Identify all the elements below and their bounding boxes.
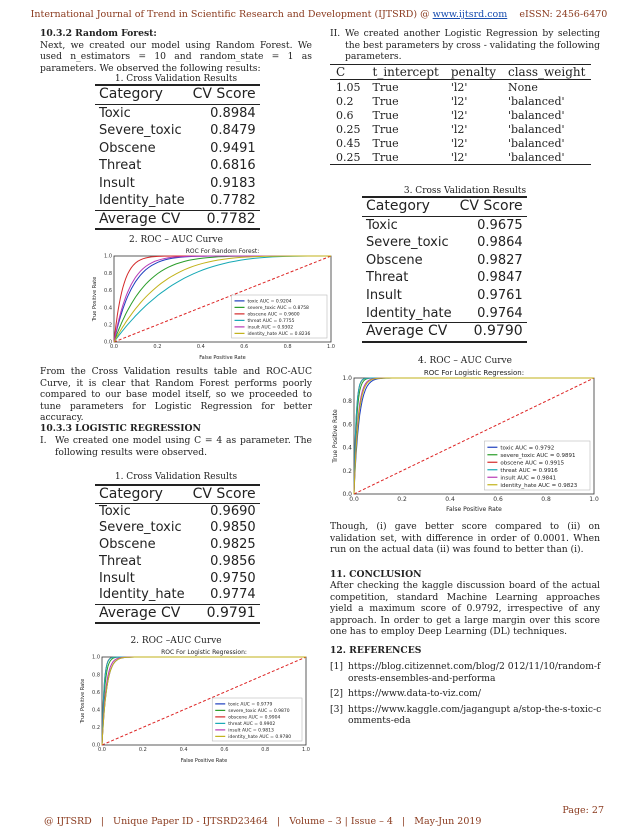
x-tick-label: 0.4 — [179, 747, 188, 753]
table-average-row — [95, 210, 260, 229]
score-cell: CV Score — [189, 85, 260, 104]
y-tick-label: 0.0 — [342, 491, 352, 498]
table-row — [95, 554, 260, 571]
x-axis-label: False Positive Rate — [180, 758, 228, 763]
legend-label: threat AUC = 0.9902 — [228, 722, 276, 728]
reference-link[interactable]: https://www.data-to-viz.com/ — [348, 688, 481, 700]
table-row — [95, 587, 260, 604]
param-cell: True — [372, 108, 399, 122]
y-tick-label: 0.8 — [104, 270, 112, 277]
param-cell: True — [372, 136, 399, 150]
legend-label: severe_toxic AUC = 0.9891 — [500, 452, 576, 459]
param-cell: 'l2' — [450, 80, 468, 94]
y-tick-label: 1.0 — [104, 253, 112, 260]
param-cell: 'balanced' — [507, 122, 565, 136]
score-cell: 0.7782 — [210, 193, 256, 208]
x-tick-label: 0.6 — [220, 747, 229, 753]
category-cell: Average CV — [95, 210, 189, 229]
params-row — [330, 108, 591, 122]
table-header-row — [362, 197, 527, 216]
header-issn: eISSN: 2456-6470 — [519, 9, 608, 20]
param-cell: True — [367, 150, 445, 165]
category-cell: Toxic — [366, 217, 398, 233]
legend-label: identity_hate AUC = 0.9823 — [500, 482, 578, 489]
rf-paragraph: Next, we created our model using Random Forest. We used n_estimators = 10 and random_state = 1 as parameters. We observed the following results: — [40, 39, 312, 74]
param-cell: 0.2 — [336, 94, 354, 108]
y-tick-label: 1.0 — [342, 375, 352, 382]
category-cell: Category — [362, 197, 456, 216]
score-cell: 0.9750 — [210, 570, 256, 586]
param-cell: 'l2' — [445, 150, 502, 165]
category-cell: Threat — [366, 270, 409, 286]
table-header-row — [95, 485, 260, 503]
x-tick-label: 0.4 — [445, 496, 455, 503]
legend-label: obscene AUC = 0.9904 — [228, 715, 281, 721]
params-header-row — [330, 65, 591, 80]
score-cell: 0.8984 — [210, 105, 256, 121]
reference-number: [1] — [330, 661, 344, 672]
lr-item-2-text: We created another Logistic Regression by selecting the best parameters by cross - validating the following parameters. — [345, 28, 600, 63]
params-row — [330, 136, 591, 150]
category-cell: Average CV — [95, 604, 189, 622]
chart-title: ROC For Random Forest: — [185, 248, 260, 255]
legend-label: obscene AUC = 0.9600 — [247, 312, 300, 318]
table-row — [362, 234, 527, 252]
param-cell: 'l2' — [450, 108, 468, 122]
y-tick-label: 0.2 — [342, 467, 352, 475]
param-cell: 1.05 — [336, 80, 361, 94]
x-axis-label: False Positive Rate — [446, 506, 502, 512]
lr1-cv-caption: 1. Cross Validation Results — [114, 472, 238, 482]
x-tick-label: 0.6 — [240, 344, 249, 350]
y-tick-label: 0.0 — [104, 339, 112, 346]
param-cell: penalty — [445, 65, 502, 80]
category-cell: Toxic — [99, 105, 131, 121]
category-cell: Threat — [99, 158, 142, 173]
score-cell: 0.8479 — [210, 123, 256, 138]
param-cell: 'l2' — [450, 136, 468, 150]
param-cell: 0.25 — [330, 150, 367, 165]
table-average-row — [95, 604, 260, 622]
reference-number: [2] — [330, 688, 344, 700]
references-list — [330, 657, 602, 727]
rf-heading: 10.3.2 Random Forest: — [40, 28, 157, 39]
lr2-roc-chart — [332, 366, 600, 512]
param-cell: 'balanced' — [507, 136, 565, 150]
legend-label: identity_hate AUC = 0.8236 — [247, 332, 311, 338]
category-cell: Severe_toxic — [99, 123, 182, 138]
param-cell: 'l2' — [450, 122, 468, 136]
lr-item-1 — [40, 435, 312, 458]
params-row — [330, 80, 591, 95]
lr-item-2-num: II. — [330, 28, 341, 39]
table-row — [95, 571, 260, 588]
reference-item — [330, 661, 602, 684]
x-tick-label: 0.0 — [98, 747, 106, 753]
param-cell: 0.25 — [336, 122, 361, 136]
score-cell: 0.9761 — [477, 287, 523, 303]
y-tick-label: 0.4 — [104, 305, 112, 312]
y-tick-label: 0.2 — [104, 322, 112, 329]
y-tick-label: 0.2 — [92, 725, 100, 732]
table-row — [95, 520, 260, 537]
param-cell: True — [372, 94, 399, 108]
reference-link[interactable]: https://www.kaggle.com/jagangupt a/stop-the-s-toxic-comments-eda — [348, 703, 602, 727]
category-cell: Identity_hate — [99, 587, 185, 603]
y-tick-label: 0.8 — [342, 398, 352, 406]
category-cell: Obscene — [99, 140, 156, 156]
category-cell: Insult — [366, 287, 402, 303]
param-cell: 'balanced' — [507, 94, 565, 108]
table-row — [95, 503, 260, 520]
category-cell: Identity_hate — [366, 305, 452, 321]
lr2-cv-table — [362, 196, 527, 343]
reference-number: [3] — [330, 703, 344, 715]
page-number: Page: 27 — [562, 805, 604, 816]
category-cell: Obscene — [99, 537, 156, 553]
table-row — [95, 140, 260, 158]
rf-conclusion: From the Cross Validation results table and ROC-AUC Curve, it is clear that Random Forest performs poorly compared to our base model itself, so we proceeded to tune parameters for Logistic Regression for better accuracy. — [40, 366, 312, 424]
header-text: International Journal of Trend in Scientific Research and Development (IJTSRD) @ — [30, 9, 433, 20]
table-row — [95, 537, 260, 554]
chart-title: ROC For Logistic Regression: — [423, 369, 525, 377]
param-cell: 0.6 — [336, 108, 354, 122]
y-tick-label: 0.4 — [342, 444, 352, 452]
score-cell: CV Score — [456, 197, 527, 216]
category-cell: Toxic — [99, 503, 131, 519]
x-tick-label: 0.2 — [397, 496, 407, 503]
x-tick-label: 1.0 — [327, 344, 335, 350]
x-tick-label: 0.0 — [349, 496, 359, 503]
legend-label: insult AUC = 0.9302 — [247, 325, 294, 331]
params-row — [330, 150, 591, 165]
x-tick-label: 0.2 — [153, 344, 162, 350]
legend-label: toxic AUC = 0.9792 — [500, 445, 555, 452]
legend-label: insult AUC = 0.9813 — [228, 728, 274, 734]
y-axis-label: True Positive Rate — [332, 409, 339, 463]
table-row — [95, 157, 260, 175]
score-cell: 0.9827 — [477, 252, 523, 268]
x-tick-label: 1.0 — [589, 496, 599, 503]
category-cell: Insult — [99, 175, 135, 191]
score-cell: 0.9675 — [477, 217, 523, 233]
x-tick-label: 0.8 — [283, 344, 292, 350]
category-cell: Category — [95, 85, 189, 104]
table-row — [95, 192, 260, 210]
param-cell: True — [372, 80, 399, 94]
score-cell: 0.9847 — [477, 270, 523, 286]
y-tick-label: 1.0 — [92, 654, 100, 661]
score-cell: 0.9825 — [210, 537, 256, 553]
category-cell: Threat — [99, 553, 142, 569]
x-tick-label: 0.4 — [196, 344, 205, 350]
lr-item-1-num: I. — [40, 435, 47, 446]
table-row — [362, 252, 527, 270]
lr1-cv-table — [95, 484, 260, 624]
x-axis-label: False Positive Rate — [199, 355, 246, 360]
legend-label: threat AUC = 0.7755 — [247, 319, 295, 325]
legend-label: severe_toxic AUC = 0.9870 — [228, 709, 290, 715]
table-row — [362, 269, 527, 287]
lr-heading: 10.3.3 LOGISTIC REGRESSION — [40, 423, 201, 434]
param-cell: t_intercept — [367, 65, 445, 80]
score-cell: 0.9790 — [456, 323, 527, 342]
footer-text: @ IJTSRD | Unique Paper ID - IJTSRD23464 | Volume – 3 | Issue – 4 | May-Jun 2019 — [44, 816, 482, 827]
rf-cv-caption: 1. Cross Validation Results — [114, 74, 238, 85]
param-cell: None — [507, 80, 538, 94]
legend-label: toxic AUC = 0.9204 — [247, 299, 292, 305]
y-axis-label: True Positive Rate — [92, 276, 98, 322]
references-heading: 12. REFERENCES — [330, 645, 422, 656]
score-cell: 0.9856 — [210, 553, 256, 569]
param-cell: C — [330, 65, 367, 80]
params-row — [330, 94, 591, 108]
x-tick-label: 0.0 — [110, 344, 118, 350]
legend-label: obscene AUC = 0.9915 — [500, 460, 565, 467]
running-footer — [38, 805, 604, 838]
table-row — [362, 216, 527, 234]
category-cell: Average CV — [362, 323, 456, 342]
param-cell: 'balanced' — [502, 150, 591, 165]
reference-item — [330, 704, 602, 727]
param-cell: 'balanced' — [507, 108, 565, 122]
rf-roc-caption: 2. ROC – AUC Curve — [129, 235, 223, 245]
conclusion-heading: 11. CONCLUSION — [330, 569, 422, 580]
params-row — [330, 122, 591, 136]
legend-label: insult AUC = 0.9841 — [500, 475, 557, 482]
legend-label: severe_toxic AUC = 0.8758 — [247, 306, 309, 312]
score-cell: 0.7782 — [189, 210, 260, 229]
category-cell: Obscene — [366, 252, 423, 268]
chart-title: ROC For Logistic Regression: — [161, 649, 247, 656]
table-header-row — [95, 85, 260, 104]
params-table — [330, 64, 591, 165]
score-cell: 0.9864 — [477, 235, 523, 251]
table-row — [362, 305, 527, 323]
y-tick-label: 0.4 — [92, 707, 100, 714]
param-cell: class_weight — [502, 65, 591, 80]
category-cell: Severe_toxic — [99, 520, 182, 536]
x-tick-label: 1.0 — [302, 747, 310, 753]
rf-roc-chart — [92, 244, 337, 360]
x-tick-label: 0.2 — [138, 747, 147, 753]
score-cell: CV Score — [189, 485, 260, 503]
param-cell: True — [372, 122, 399, 136]
y-tick-label: 0.0 — [92, 742, 100, 749]
legend-label: toxic AUC = 0.9779 — [228, 702, 273, 708]
reference-item — [330, 688, 602, 700]
table-row — [95, 104, 260, 122]
category-cell: Category — [95, 485, 189, 503]
x-tick-label: 0.6 — [493, 496, 503, 503]
running-header — [0, 9, 638, 20]
lr-item-1-text: We created one model using C = 4 as parameter. The following results were observed. — [55, 435, 312, 458]
lr2-cv-caption: 3. Cross Validation Results — [403, 186, 527, 196]
score-cell: 0.9491 — [210, 140, 256, 156]
y-tick-label: 0.6 — [92, 689, 100, 696]
x-tick-label: 0.8 — [541, 496, 551, 503]
legend-label: identity_hate AUC = 0.9780 — [228, 735, 292, 741]
score-cell: 0.9791 — [189, 604, 260, 622]
lr1-roc-caption: 2. ROC –AUC Curve — [130, 636, 222, 646]
y-tick-label: 0.6 — [104, 288, 112, 295]
table-average-row — [362, 323, 527, 342]
score-cell: 0.9774 — [210, 587, 256, 603]
y-tick-label: 0.6 — [342, 421, 352, 429]
param-cell: 'l2' — [450, 94, 468, 108]
table-row — [95, 175, 260, 193]
score-cell: 0.9690 — [210, 503, 256, 519]
category-cell: Severe_toxic — [366, 235, 449, 251]
score-cell: 0.6816 — [210, 158, 256, 173]
lr1-roc-chart — [80, 645, 312, 763]
table-row — [95, 122, 260, 140]
compare-paragraph: Though, (i) gave better score compared to (ii) on validation set, with difference in order of 0.0001. When run on the actual data (ii) was found to better than (i). — [330, 521, 600, 556]
param-cell: 0.45 — [336, 136, 361, 150]
reference-link[interactable]: https://blog.citizennet.com/blog/2 012/11/10/random-forests-ensembles-and-performa — [348, 661, 601, 684]
lr-item-2 — [330, 28, 600, 63]
score-cell: 0.9764 — [477, 305, 523, 321]
left-column — [40, 28, 312, 86]
y-tick-label: 0.8 — [92, 672, 100, 679]
score-cell: 0.9183 — [210, 175, 256, 191]
conclusion-paragraph: After checking the kaggle discussion board of the actual competition, standard Machine Learning approaches yield a maximum score of 0.9792, irrespective of any approach. In order to get a large margin over this score one has to employ Deep Learning (DL) techniques. — [330, 580, 600, 638]
category-cell: Insult — [99, 570, 135, 586]
score-cell: 0.9850 — [210, 520, 256, 536]
legend-label: threat AUC = 0.9916 — [500, 467, 558, 474]
table-row — [362, 287, 527, 305]
lr2-roc-caption: 4. ROC – AUC Curve — [418, 356, 512, 366]
y-axis-label: True Positive Rate — [80, 678, 86, 724]
header-link[interactable]: www.ijtsrd.com — [432, 9, 508, 20]
x-tick-label: 0.8 — [261, 747, 270, 753]
category-cell: Identity_hate — [99, 193, 185, 208]
rf-cv-table — [95, 84, 260, 230]
